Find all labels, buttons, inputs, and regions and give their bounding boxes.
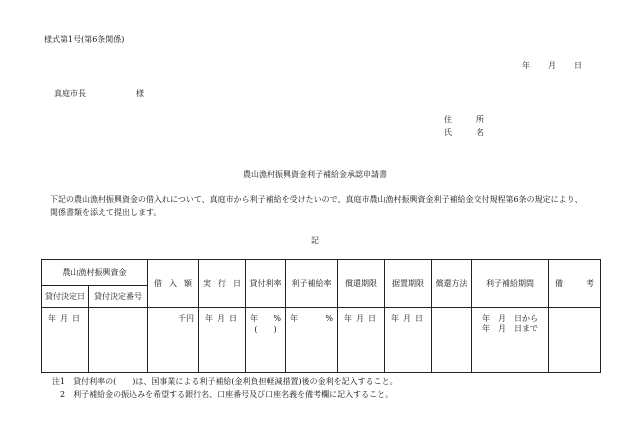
grace-period-year: 年 xyxy=(391,314,399,323)
col-remarks-char-1: 備 xyxy=(555,278,563,288)
col-loan-amount-char-1: 借 xyxy=(154,278,162,288)
col-repay-method: 償還方法 xyxy=(432,260,472,308)
repay-period-month: 月 xyxy=(356,314,364,323)
cell-decision-number[interactable] xyxy=(89,308,148,373)
ki-heading: 記 xyxy=(311,236,319,245)
fund-header: 農山漁村振興資金 xyxy=(42,260,148,286)
col-remarks-char-2: 考 xyxy=(586,278,594,288)
col-exec-date-char-3: 日 xyxy=(233,278,241,288)
decision-date-day: 日 xyxy=(72,314,80,323)
body-line-2: 関係書類を添えて提出します。 xyxy=(50,208,162,217)
col-grace-period: 据置期限 xyxy=(385,260,432,308)
loan-details-table xyxy=(41,259,601,373)
applicant-address-label xyxy=(444,115,484,125)
col-exec-date-char-2: 行 xyxy=(218,278,226,288)
addressee-name: 真庭市長 xyxy=(54,89,86,98)
col-loan-amount xyxy=(148,260,199,308)
cell-remarks[interactable] xyxy=(549,308,601,373)
exec-date-month: 月 xyxy=(217,314,225,323)
col-subsidy-period: 利子補給期間 xyxy=(472,260,549,308)
date-day: 日 xyxy=(574,61,582,70)
addressee xyxy=(54,89,144,99)
subsidy-rate-percent: % xyxy=(325,314,333,323)
col-loan-rate: 貸付利率 xyxy=(246,260,286,308)
name-char-2: 名 xyxy=(476,128,484,137)
cell-repay-period[interactable] xyxy=(338,308,385,373)
cell-decision-date[interactable] xyxy=(42,308,89,373)
document-title: 農山漁村振興資金利子補給金承認申請書 xyxy=(243,170,387,179)
applicant-name-label xyxy=(444,128,484,138)
loan-rate-year: 年 xyxy=(250,314,258,323)
body-line-1: 下記の農山漁村振興資金の借入れについて、真庭市から利子補給を受けたいので、真庭市農山漁村振興資金利子補給金交付規程第6条の規定により、 xyxy=(50,195,583,204)
exec-date-day: 日 xyxy=(229,314,237,323)
cell-exec-date[interactable] xyxy=(199,308,246,373)
col-exec-date-char-1: 実 xyxy=(203,278,211,288)
decision-date-month: 月 xyxy=(60,314,68,323)
col-loan-amount-char-2: 入 xyxy=(169,278,177,288)
table-row xyxy=(42,308,601,373)
decision-date-year: 年 xyxy=(48,314,56,323)
repay-period-year: 年 xyxy=(344,314,352,323)
addressee-honorific: 様 xyxy=(136,89,144,98)
address-char-2: 所 xyxy=(476,115,484,124)
col-subsidy-rate: 利子補給率 xyxy=(286,260,338,308)
exec-date-year: 年 xyxy=(205,314,213,323)
cell-loan-rate[interactable] xyxy=(246,308,286,373)
repay-period-day: 日 xyxy=(368,314,376,323)
col-exec-date xyxy=(199,260,246,308)
date-line xyxy=(522,61,582,71)
grace-period-month: 月 xyxy=(403,314,411,323)
body-text xyxy=(38,193,628,219)
grace-period-day: 日 xyxy=(415,314,423,323)
col-loan-amount-char-3: 額 xyxy=(184,278,192,288)
date-year: 年 xyxy=(522,61,530,70)
cell-grace-period[interactable] xyxy=(385,308,432,373)
cell-repay-method[interactable] xyxy=(432,308,472,373)
sub-decision-date: 貸付決定日 xyxy=(42,286,89,308)
sub-decision-number: 貸付決定番号 xyxy=(89,286,148,308)
cell-subsidy-rate[interactable] xyxy=(286,308,338,373)
subsidy-period-from: 年 月 日から xyxy=(482,314,538,323)
loan-rate-after-subsidy: ( ) xyxy=(254,325,277,334)
loan-amount-unit: 千円 xyxy=(178,314,194,323)
subsidy-rate-year: 年 xyxy=(290,314,298,323)
address-char-1: 住 xyxy=(444,115,452,124)
subsidy-period-to: 年 月 日まで xyxy=(482,324,538,333)
col-remarks xyxy=(549,260,601,308)
note-2: 2 利子補給金の振込みを希望する銀行名、口座番号及び口座名義を備考欄に記入すること。 xyxy=(60,390,394,399)
cell-subsidy-period[interactable] xyxy=(472,308,549,373)
date-month: 月 xyxy=(548,61,556,70)
form-number: 様式第1号(第6条関係) xyxy=(44,35,125,44)
cell-loan-amount[interactable] xyxy=(148,308,199,373)
name-char-1: 氏 xyxy=(444,128,452,137)
loan-rate-percent: % xyxy=(273,314,281,323)
col-repay-period: 償還期限 xyxy=(338,260,385,308)
note-1: 注1 貸付利率の( )は、国事業による利子補給(金利負担軽減措置)後の金利を記入すること。 xyxy=(52,377,398,386)
